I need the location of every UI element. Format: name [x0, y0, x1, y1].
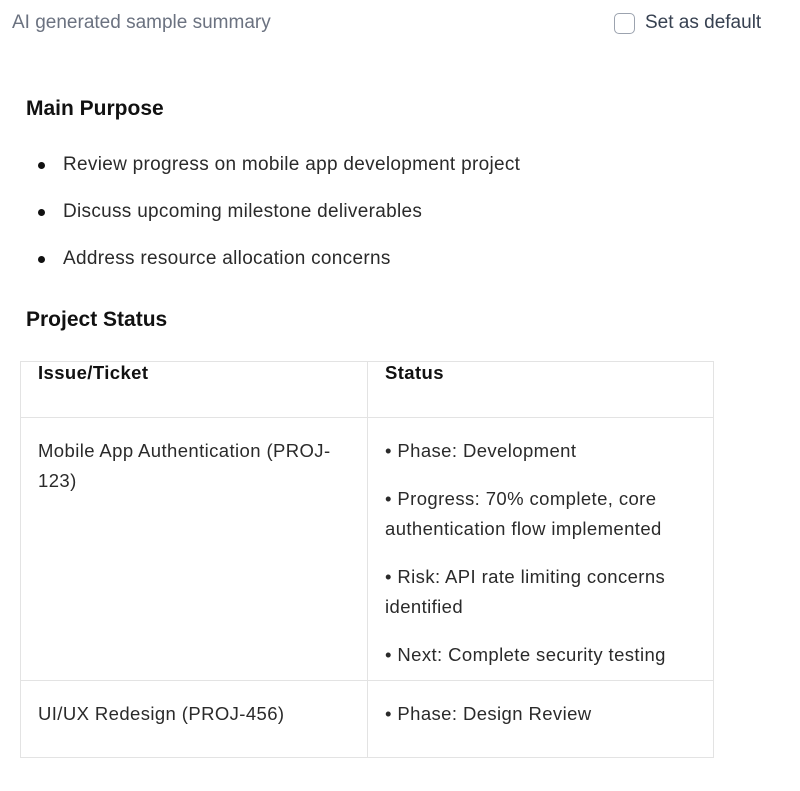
status-cell	[368, 681, 714, 758]
list-item: Address resource allocation concerns	[26, 244, 520, 291]
status-item: • Progress: 70% complete, core authentication flow implemented	[385, 488, 662, 539]
table-row	[21, 681, 714, 758]
list-item: Review progress on mobile app development project	[26, 150, 520, 197]
column-header-status: Status	[368, 362, 714, 418]
column-header-issue: Issue/Ticket	[21, 362, 368, 418]
issue-cell: UI/UX Redesign (PROJ-456)	[21, 681, 368, 758]
table-row	[21, 418, 714, 681]
project-status-table	[20, 361, 714, 758]
summary-subtitle: AI generated sample summary	[12, 12, 271, 33]
table-header-row	[21, 362, 714, 418]
project-status-heading: Project Status	[26, 308, 168, 331]
main-purpose-list	[26, 150, 520, 291]
main-purpose-heading: Main Purpose	[26, 97, 164, 120]
status-item: • Risk: API rate limiting concerns identified	[385, 566, 666, 617]
list-item: Discuss upcoming milestone deliverables	[26, 197, 520, 244]
set-as-default-label: Set as default	[645, 12, 762, 33]
status-item: • Next: Complete security testing	[385, 644, 666, 665]
status-item: • Phase: Design Review	[385, 703, 592, 724]
status-cell	[368, 418, 714, 681]
issue-cell: Mobile App Authentication (PROJ-123)	[21, 418, 368, 681]
status-item: • Phase: Development	[385, 440, 577, 461]
